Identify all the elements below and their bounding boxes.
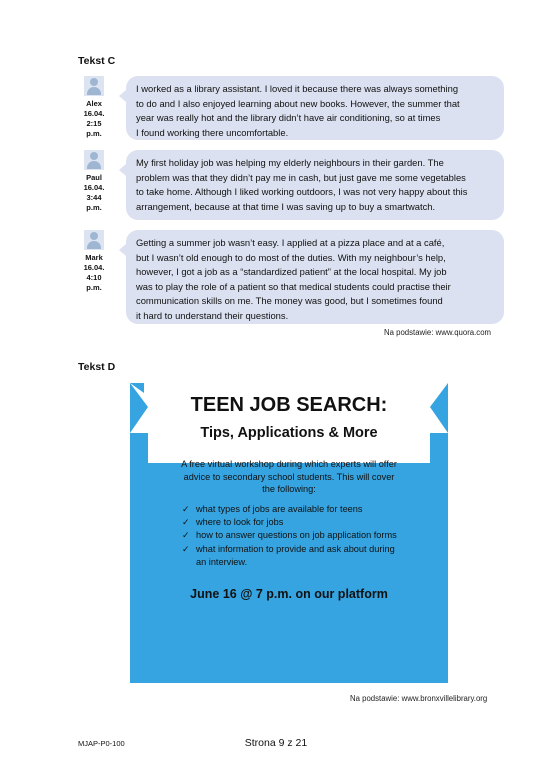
- comment-time: 3:44 p.m.: [86, 193, 102, 212]
- list-item: [182, 529, 422, 542]
- comment-bubble: [126, 76, 504, 140]
- comment-line: Getting a summer job wasn’t easy. I applied at a pizza place and at a café,: [136, 237, 445, 248]
- comment-author: Mark: [85, 253, 103, 262]
- topics-list: [182, 503, 422, 569]
- comment-author: Paul: [86, 173, 102, 182]
- comment-bubble: [126, 150, 504, 220]
- checkmark-icon: ✓: [182, 543, 190, 554]
- comment-line: problem was that they didn’t pay me in cash, but just gave me some vegetables: [136, 171, 466, 183]
- exam-code: MJAP-P0-100: [78, 739, 125, 748]
- checkmark-icon: ✓: [182, 517, 190, 528]
- comment-line: to take home. Although I liked working outdoors, I was not very happy about this: [136, 186, 468, 197]
- comment-line: I found working there uncomfortable.: [136, 126, 289, 138]
- avatar-icon: [84, 150, 104, 170]
- comment-line: arrangement, because at that time I was saving up to buy a smartwatch.: [136, 200, 436, 212]
- comment-time: 2:15 p.m.: [86, 119, 102, 138]
- list-item-text: where to look for jobs: [196, 517, 284, 528]
- comment-time: 4:10 p.m.: [86, 273, 102, 292]
- source-quora: Na podstawie: www.quora.com: [384, 328, 492, 337]
- checkmark-icon: ✓: [182, 504, 190, 514]
- workshop-date: June 16 @ 7 p.m. on our platform: [190, 587, 388, 601]
- comment-paul: [78, 150, 504, 214]
- comment-alex: [78, 76, 504, 140]
- comment-meta: [78, 150, 110, 213]
- list-item: [182, 503, 422, 516]
- list-item: [182, 543, 422, 569]
- description-line: the following:: [262, 484, 316, 494]
- text-c-heading: Tekst C: [78, 55, 116, 67]
- description-line: A free virtual workshop during which experts will offer: [181, 459, 397, 469]
- list-item-text: an interview.: [196, 556, 248, 567]
- poster-description: [176, 458, 402, 496]
- comment-date: 16.04.: [83, 109, 105, 118]
- comment-line: year was really hot and the library didn’t have air conditioning, so at times: [136, 112, 441, 123]
- list-item: [182, 516, 422, 529]
- page-number: Strona 9 z 21: [244, 737, 308, 749]
- comment-line: to do and I also enjoyed learning about new books. However, the summer that: [136, 97, 460, 109]
- comment-line: My first holiday job was helping my elderly neighbours in their garden. The: [136, 157, 444, 168]
- comment-line: however, I got a job as a “standardized patient” at the local hospital. My job: [136, 266, 447, 277]
- comment-mark: [78, 230, 504, 324]
- comment-author: Alex: [86, 99, 102, 108]
- comment-meta: [78, 76, 110, 139]
- comment-line: communication skills on me. The money was good, but I sometimes found: [136, 295, 443, 306]
- poster-subtitle: Tips, Applications & More: [200, 425, 378, 441]
- comment-line: it hard to understand their questions.: [136, 309, 289, 321]
- avatar-icon: [84, 230, 104, 250]
- description-line: advice to secondary school students. This will cover: [183, 471, 395, 482]
- comment-bubble: [126, 230, 504, 324]
- source-bronxville: Na podstawie: www.bronxvillelibrary.org: [350, 694, 488, 703]
- poster-title: TEEN JOB SEARCH:: [190, 394, 388, 416]
- comment-line: but I wasn’t old enough to do most of the duties. With my neighbour’s help,: [136, 251, 446, 263]
- comment-date: 16.04.: [83, 183, 105, 192]
- comment-date: 16.04.: [83, 263, 105, 272]
- comment-line: I worked as a library assistant. I loved it because there was always something: [136, 83, 459, 94]
- list-item-text: what information to provide and ask about during: [196, 543, 395, 554]
- comment-line: was to play the role of a patient so that medical students could practise their: [136, 280, 451, 292]
- text-d-heading: Tekst D: [78, 361, 116, 373]
- checkmark-icon: ✓: [182, 530, 190, 541]
- list-item-text: how to answer questions on job application forms: [196, 530, 397, 541]
- avatar-icon: [84, 76, 104, 96]
- comment-meta: [78, 230, 110, 293]
- list-item-text: what types of jobs are available for teens: [196, 504, 363, 514]
